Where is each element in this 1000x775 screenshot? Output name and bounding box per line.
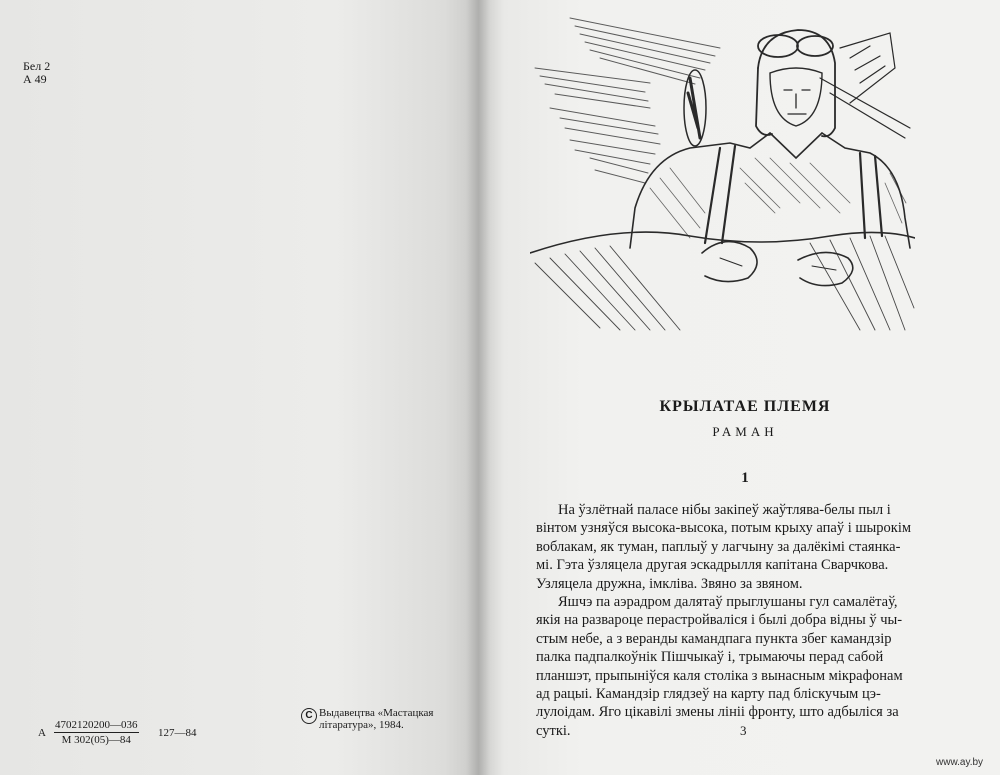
text-line: На ўзлётнай паласе нібы закіпеў жаўтлява-белы пыл і — [558, 502, 891, 518]
imprint-suffix: 127—84 — [158, 727, 197, 739]
text-line: мі. Гэта ўзляцела другая эскадрылля капітана Сварчкова. — [536, 557, 889, 574]
imprint-fraction — [54, 719, 139, 746]
classification-line: А 49 — [23, 72, 47, 86]
book-genre: РАМАН — [712, 424, 778, 439]
text-line: Узляцела дружна, імкліва. Звяно за звяном. — [536, 575, 803, 592]
body-text — [536, 501, 960, 740]
publisher-line: літаратура», 1984. — [319, 719, 404, 731]
classification-line: Бел 2 — [23, 59, 51, 73]
imprint-letter: А — [38, 727, 46, 739]
text-line: суткі. — [536, 722, 571, 739]
text-line: лулоідам. Яго цікавілі змены лініі фронту, што адбыліся за — [536, 704, 899, 721]
book-gutter — [466, 0, 490, 775]
text-line: ад рацыі. Камандзір глядзеў на карту пад бліскучым цэ- — [536, 685, 881, 702]
page-number: 3 — [740, 723, 747, 738]
imprint-numerator: 4702120200—036 — [55, 719, 138, 731]
left-page — [0, 0, 478, 775]
classification-index — [23, 60, 50, 86]
watermark: www.ay.by — [936, 757, 984, 768]
imprint-denominator: М 302(05)—84 — [61, 734, 131, 746]
text-line: планшэт, прыпыніўся каля століка з вынасным мікрафонам — [536, 667, 903, 684]
text-line: воблакам, як туман, паплыў у лагчыну за далёкімі стаянка- — [536, 538, 901, 555]
text-line: Яшчэ па аэрадром далятаў прыглушаны гул самалётаў, — [558, 593, 898, 610]
text-line: якія на развароце перастройваліся і былі добра відны ў чы- — [536, 612, 903, 629]
text-line: палка падпалкоўнік Пішчыкаў і, трымаючы перад сабой — [536, 649, 884, 666]
chapter-number: 1 — [741, 470, 749, 486]
pilot-illustration — [530, 8, 915, 338]
book-title: КРЫЛАТАЕ ПЛЕМЯ — [659, 398, 831, 415]
text-line: стым небе, а з веранды камандпага пункта збег камандзір — [536, 630, 892, 647]
text-line: вінтом узняўся высока-высока, потым крыху апаў і шырокім — [536, 520, 912, 537]
publisher-line: Выдавецтва «Мастацкая — [319, 707, 434, 719]
copyright-icon: C — [301, 708, 317, 724]
